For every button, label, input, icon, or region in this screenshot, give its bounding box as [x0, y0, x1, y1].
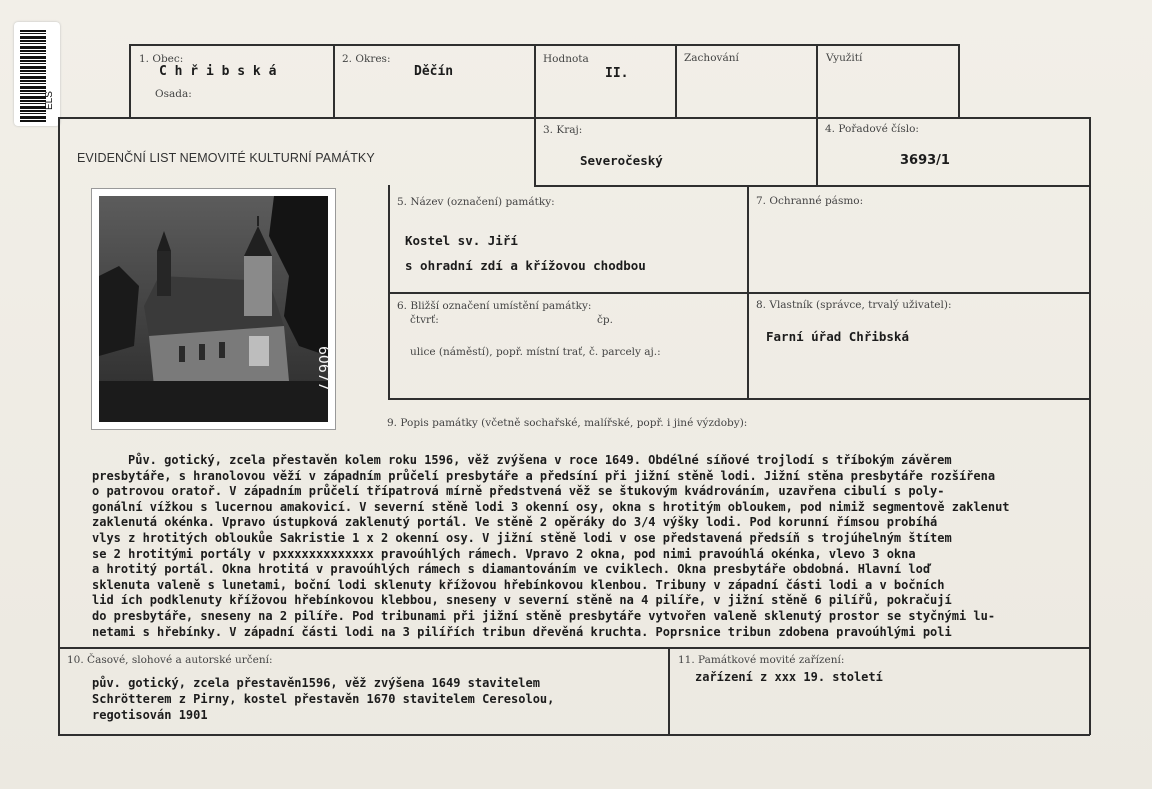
poradove-label: 4. Pořadové číslo:: [825, 123, 919, 135]
grid-line: [58, 117, 1090, 119]
grid-line: [388, 398, 1090, 400]
grid-line: [58, 734, 1090, 736]
casove-label: 10. Časové, slohové a autorské určení:: [67, 654, 273, 666]
grid-line: [388, 292, 1090, 294]
description-line: vlys z hrotitých obloukůe Sakristie 1 x 2 okenní osy. V jižní stěně lodi v ose představená předsíň s trojúhelným štítem: [92, 530, 952, 545]
grid-line: [534, 185, 1090, 187]
grid-line: [747, 185, 749, 399]
vlastnik-value: Farní úřad Chřibská: [766, 329, 909, 344]
movite-label: 11. Památkové movité zařízení:: [678, 654, 845, 666]
grid-line: [1089, 117, 1091, 735]
grid-line: [958, 44, 960, 118]
kraj-label: 3. Kraj:: [543, 124, 583, 136]
description-line: Pův. gotický, zcela přestavěn kolem roku 1596, věž zvýšena v roce 1649. Obdélné síňové trojlodí s tříbokým závěrem: [128, 453, 952, 467]
grid-line: [675, 44, 677, 118]
church-photo-icon: [99, 196, 331, 422]
zachovani-label: Zachování: [684, 52, 739, 64]
description-line: presbytáře, s hranolovou věží v západním průčelí presbytáře a předsíní při jižní stěně lodi. Jižní stěna presbytáře rozšířena: [92, 468, 996, 483]
grid-line: [388, 185, 390, 399]
grid-line: [534, 44, 536, 186]
description-line: netami s hřebínky. V západní části lodi na 3 pilířích tribun dřevěná kruchta. Poprsnice tribun zdobena pravoúhlými poli: [92, 624, 952, 639]
movite-value: zařízení z xxx 19. století: [695, 670, 883, 684]
nazev-label: 5. Název (označení) památky:: [397, 196, 555, 208]
okres-label: 2. Okres:: [342, 53, 391, 65]
grid-line: [333, 44, 335, 118]
description-line: sklenuta valeně s lunetami, boční lodi sklenuty křížovou hřebínkovou klenbou. Tribuny v západní části lodi a v bočních: [92, 577, 945, 592]
poradove-value: 3693/1: [900, 153, 950, 168]
photo-number: 60677: [315, 346, 331, 391]
okres-value: Děčín: [414, 64, 454, 79]
dating-text: [92, 675, 554, 723]
barcode-sticker: [14, 22, 60, 126]
description-line: lid ích podklenuty křížovou hřebínkovou klebbou, sneseny v severní stěně na 4 pilíře, v jižní stěně 6 pilířů, pokračují: [92, 593, 952, 608]
dating-line: Schrötterem z Pirny, kostel přestavěn 1670 stavitelem Ceresolou,: [92, 692, 555, 706]
obec-label: 1. Obec:: [139, 53, 184, 65]
popis-label: 9. Popis památky (včetně sochařské, malířské, popř. i jiné výzdoby):: [387, 417, 748, 429]
description-line: zaklenutá okénka. Vpravo ústupková zaklenutý portál. Ve stěně 2 opěráky do 3/4 výšky lodi. Pod korunní římsou probíhá: [92, 515, 938, 530]
barcode-icon: [20, 30, 46, 122]
vlastnik-label: 8. Vlastník (správce, trvalý uživatel):: [756, 299, 952, 311]
description-line: do presbytáře, sneseny na 2 pilíře. Pod tribunami při jižní stěně presbytáře vytvořen valeně sklenutý prostor se styčnými lu-: [92, 608, 996, 623]
description-line: a hrotitý portál. Okna hrotitá v pravoúhlých rámech s diamantováním ve cviklech. Okna presbytáře obdobná. Hlavní loď: [92, 562, 931, 577]
grid-line: [668, 647, 670, 735]
grid-line: [129, 44, 131, 118]
nazev-line2: s ohradní zdí a křížovou chodbou: [405, 258, 646, 273]
barcode-label: ELS: [44, 91, 55, 110]
page-title: EVIDENČNÍ LIST NEMOVITÉ KULTURNÍ PAMÁTKY: [77, 151, 375, 165]
dating-line: regotisován 1901: [92, 708, 208, 722]
obec-value: C h ř i b s k á: [159, 64, 277, 79]
hodnota-label: Hodnota: [543, 53, 589, 65]
cp-label: čp.: [597, 314, 613, 326]
grid-line: [58, 117, 60, 735]
grid-line: [129, 44, 959, 46]
ulice-label: ulice (náměstí), popř. místní trať, č. parcely aj.:: [410, 346, 661, 358]
dating-line: pův. gotický, zcela přestavěn1596, věž zvýšena 1649 stavitelem: [92, 676, 540, 690]
description-line: gonální vížkou s lucernou amakovicí. V severní stěně lodi 3 okenní osy, okna s hrotitým obloukem, pod nimiž segmentově zaklenut: [92, 499, 1010, 514]
monument-photo: [91, 188, 336, 430]
vyuziti-label: Využití: [826, 52, 863, 64]
description-line: o patrovou oratoř. V západním průčelí třípatrová mírně předstvená věž se štukovým kvádrováním, uzavřena cibulí s poly-: [92, 484, 945, 499]
hodnota-value: II.: [605, 66, 629, 81]
umisteni-label: 6. Bližší označení umístění památky:: [397, 300, 592, 312]
description-text: [92, 453, 1152, 640]
ochranne-label: 7. Ochranné pásmo:: [756, 195, 864, 207]
grid-line: [816, 44, 818, 186]
kraj-value: Severočeský: [580, 153, 663, 168]
osada-label: Osada:: [155, 88, 192, 100]
ctvrt-label: čtvrť:: [410, 314, 439, 326]
grid-line: [58, 647, 1090, 649]
nazev-line1: Kostel sv. Jiří: [405, 233, 518, 248]
description-line: se 2 hrotitými portály v pxxxxxxxxxxxxx pravoúhlých rámech. Vpravo 2 okna, pod nimi pravoúhlá okénka, vlevo 3 okna: [92, 546, 916, 561]
